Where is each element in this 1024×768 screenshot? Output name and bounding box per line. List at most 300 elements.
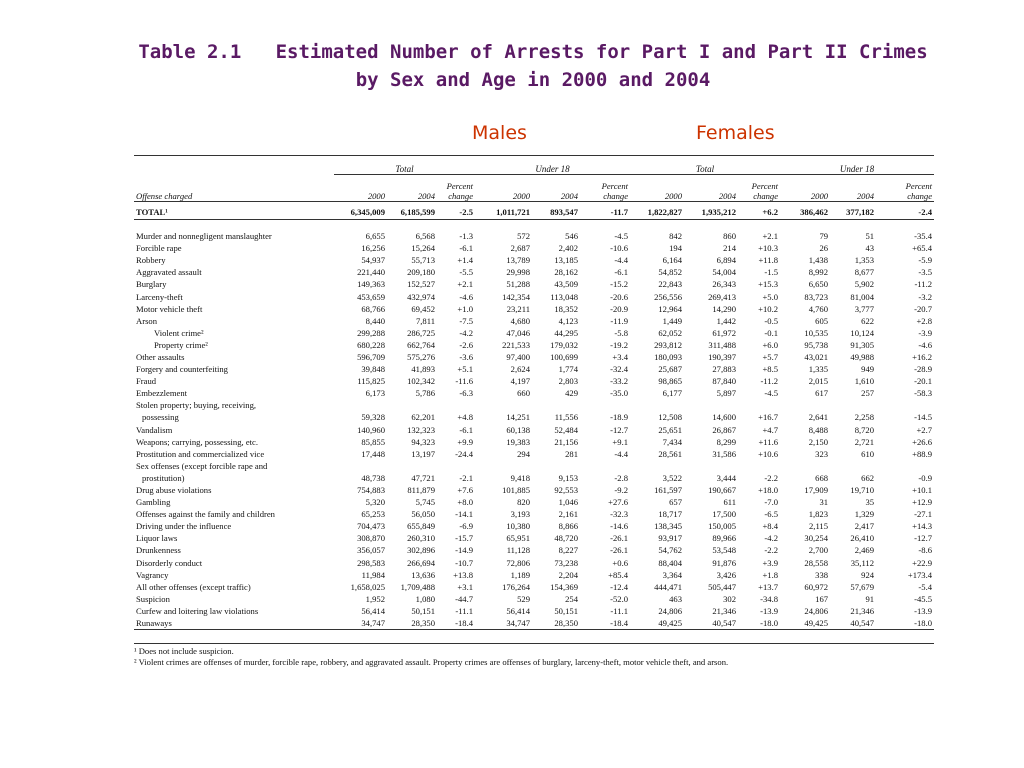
table-cell: [780, 399, 830, 411]
table-cell: -27.1: [914, 509, 933, 520]
table-cell: 57,679: [850, 581, 875, 592]
table-cell: 11,128: [506, 545, 531, 556]
table-cell: -13.9: [914, 605, 933, 616]
table-cell: 59,328: [361, 412, 385, 423]
table-row: [134, 387, 934, 399]
table-row: [134, 242, 934, 254]
table-cell: 254: [565, 593, 579, 604]
table-cell: 94,323: [411, 436, 435, 447]
table-cell: 660: [517, 388, 531, 399]
table-cell: 154,369: [550, 581, 579, 592]
table-cell: 43,021: [804, 351, 829, 362]
table-cell: 176,264: [502, 581, 531, 592]
table-title-line1: Table 2.1 Estimated Number of Arrests for Part I and Part II Crimes: [138, 41, 928, 63]
table-cell: 6,185,599: [400, 207, 435, 217]
table-cell: 4,680: [510, 315, 531, 326]
table-cell: 43,509: [554, 279, 579, 290]
table-cell: 18,717: [658, 509, 683, 520]
table-cell: 24,806: [804, 605, 829, 616]
table-cell: 754,883: [357, 485, 385, 496]
table-cell: +7.6: [457, 485, 474, 496]
table-cell: -11.2: [760, 376, 779, 387]
table-cell: 50,151: [411, 605, 435, 616]
table-cell: 56,414: [361, 605, 385, 616]
table-cell: 2,204: [558, 569, 579, 580]
table-cell: 56,050: [411, 509, 435, 520]
table-cell: 6,655: [365, 231, 385, 242]
table-cell: 54,852: [658, 267, 683, 278]
table-cell: 617: [815, 388, 829, 399]
table-cell: +11.6: [758, 436, 779, 447]
table-cell: 150,005: [708, 521, 737, 532]
table-cell: +4.8: [457, 412, 474, 423]
header-group-row: [134, 156, 934, 175]
table-cell: -18.4: [610, 618, 629, 629]
table-cell: -5.9: [918, 255, 933, 266]
table-cell: 6,894: [716, 255, 737, 266]
offense-label: Stolen property; buying, receiving,: [136, 400, 257, 411]
arrests-table: [134, 155, 934, 630]
table-cell: +9.1: [612, 436, 629, 447]
table-cell: 18,352: [554, 303, 579, 314]
table-cell: 92,553: [554, 485, 579, 496]
table-cell: -3.5: [918, 267, 933, 278]
table-cell: 5,897: [716, 388, 737, 399]
table-cell: -6.1: [459, 243, 474, 254]
table-cell: 605: [815, 315, 829, 326]
header-year: 2000: [630, 175, 684, 202]
table-row: [134, 520, 934, 532]
table-cell: -12.7: [610, 424, 629, 435]
table-cell: 53,548: [712, 545, 737, 556]
table-cell: +1.8: [762, 569, 779, 580]
table-row: [134, 411, 934, 423]
header-year: 2000: [780, 175, 830, 202]
offense-label: Vagrancy: [136, 569, 169, 580]
table-cell: -12.4: [610, 581, 629, 592]
offense-label: possessing: [142, 412, 179, 423]
table-cell: -11.1: [455, 605, 474, 616]
table-cell: [830, 460, 876, 472]
table-cell: 596,709: [357, 351, 385, 362]
table-cell: 257: [861, 388, 875, 399]
table-cell: 2,700: [808, 545, 829, 556]
table-cell: [437, 399, 475, 411]
table-cell: 2,687: [510, 243, 531, 254]
table-cell: -12.7: [914, 533, 933, 544]
table-cell: 4,197: [510, 376, 531, 387]
table-cell: -18.9: [610, 412, 629, 423]
table-cell: 91,876: [712, 557, 737, 568]
table-cell: +18.0: [758, 485, 779, 496]
table-cell: 893,547: [550, 207, 579, 217]
header-percent-change: Percent change: [437, 175, 475, 202]
table-cell: 79: [819, 231, 829, 242]
header-under18-males: Under 18: [475, 156, 630, 175]
table-cell: 19,710: [850, 485, 875, 496]
table-cell: -10.6: [610, 243, 629, 254]
table-cell: 14,290: [712, 303, 737, 314]
table-cell: 842: [669, 231, 683, 242]
arrests-table-container: [134, 155, 934, 630]
table-cell: 7,434: [662, 436, 683, 447]
table-cell: 65,951: [506, 533, 531, 544]
table-cell: 194: [669, 243, 683, 254]
table-cell: -6.9: [459, 521, 474, 532]
table-cell: 9,153: [558, 472, 579, 483]
header-under18-females: Under 18: [780, 156, 934, 175]
table-cell: -13.9: [760, 605, 779, 616]
table-cell: 11,556: [554, 412, 579, 423]
table-row: [134, 266, 934, 278]
table-cell: 293,812: [654, 339, 683, 350]
table-cell: 214: [723, 243, 737, 254]
table-cell: [475, 399, 532, 411]
table-cell: 12,508: [658, 412, 683, 423]
offense-label: Property crime²: [154, 339, 208, 350]
table-cell: 47,721: [411, 472, 435, 483]
table-cell: +85.4: [608, 569, 629, 580]
offense-label: Drug abuse violations: [136, 485, 212, 496]
table-cell: 377,182: [846, 207, 875, 217]
table-cell: 1,822,827: [647, 207, 683, 217]
table-cell: +2.1: [762, 231, 779, 242]
table-cell: 113,048: [550, 291, 579, 302]
table-cell: 61,972: [712, 327, 737, 338]
table-cell: 30,254: [804, 533, 829, 544]
table-cell: 68,766: [361, 303, 385, 314]
table-cell: 1,709,488: [400, 581, 435, 592]
table-cell: 4,123: [558, 315, 579, 326]
table-cell: 8,720: [854, 424, 875, 435]
table-cell: -7.5: [459, 315, 474, 326]
table-cell: -0.9: [918, 472, 933, 483]
table-cell: 138,345: [654, 521, 683, 532]
table-cell: 2,258: [854, 412, 875, 423]
table-cell: 8,992: [808, 267, 829, 278]
table-cell: 88,404: [658, 557, 683, 568]
table-cell: -0.5: [764, 315, 779, 326]
table-cell: 51: [865, 231, 875, 242]
table-cell: [780, 460, 830, 472]
table-cell: -11.1: [610, 605, 629, 616]
table-row: [134, 557, 934, 569]
table-cell: 6,173: [365, 388, 385, 399]
table-cell: 19,383: [506, 436, 531, 447]
table-cell: +15.3: [758, 279, 779, 290]
table-cell: +1.4: [457, 255, 474, 266]
table-row: [134, 605, 934, 617]
table-cell: 453,659: [357, 291, 385, 302]
table-cell: +26.6: [912, 436, 933, 447]
header-offense: Offense charged: [134, 175, 334, 202]
table-cell: 1,658,025: [350, 581, 385, 592]
table-cell: 13,185: [554, 255, 579, 266]
table-cell: [334, 399, 387, 411]
table-cell: 12,964: [658, 303, 683, 314]
table-cell: -14.1: [455, 509, 474, 520]
table-cell: 161,597: [654, 485, 683, 496]
table-cell: +12.9: [912, 497, 933, 508]
table-row: [134, 484, 934, 496]
table-cell: 14,600: [712, 412, 737, 423]
table-cell: -20.9: [610, 303, 629, 314]
table-cell: 69,452: [411, 303, 435, 314]
table-cell: 152,527: [407, 279, 435, 290]
table-cell: 1,080: [415, 593, 435, 604]
total-label: TOTAL¹: [136, 207, 168, 217]
table-cell: -0.1: [764, 327, 779, 338]
table-cell: 56,414: [506, 605, 531, 616]
table-cell: -4.6: [918, 339, 933, 350]
table-cell: 24,806: [658, 605, 683, 616]
offense-label: Curfew and loitering law violations: [136, 605, 259, 616]
table-cell: 34,747: [361, 618, 385, 629]
offense-label: Motor vehicle theft: [136, 303, 203, 314]
table-cell: [580, 399, 630, 411]
table-cell: +16.7: [758, 412, 779, 423]
table-cell: +10.6: [758, 448, 779, 459]
table-cell: +10.1: [912, 485, 933, 496]
table-cell: -35.4: [914, 231, 933, 242]
table-cell: 1,438: [808, 255, 829, 266]
table-cell: 611: [723, 497, 737, 508]
table-cell: -18.4: [455, 618, 474, 629]
table-cell: -26.1: [610, 545, 629, 556]
table-cell: -44.7: [455, 593, 474, 604]
table-cell: 54,004: [712, 267, 737, 278]
offense-label: Forgery and counterfeiting: [136, 364, 228, 375]
table-cell: 668: [815, 472, 829, 483]
table-cell: 949: [861, 364, 875, 375]
table-cell: 575,276: [407, 351, 435, 362]
table-cell: 29,998: [506, 267, 531, 278]
table-cell: 9,418: [510, 472, 531, 483]
table-cell: -3.2: [918, 291, 933, 302]
table-cell: 190,667: [708, 485, 737, 496]
table-cell: -32.3: [610, 509, 629, 520]
table-cell: 5,902: [854, 279, 875, 290]
table-cell: 83,723: [804, 291, 829, 302]
table-cell: -4.5: [764, 388, 779, 399]
table-cell: 190,397: [708, 351, 737, 362]
table-cell: [532, 399, 580, 411]
table-cell: 5,745: [415, 497, 435, 508]
offense-label: Burglary: [136, 279, 167, 290]
table-cell: 2,161: [558, 509, 579, 520]
table-cell: 4,760: [808, 303, 829, 314]
table-cell: 2,641: [808, 412, 829, 423]
table-cell: 60,138: [506, 424, 531, 435]
table-cell: 142,354: [502, 291, 531, 302]
table-cell: 21,346: [850, 605, 875, 616]
table-cell: 85,855: [361, 436, 385, 447]
table-row: [134, 508, 934, 520]
footnote-divider: [134, 643, 934, 644]
table-cell: 2,624: [510, 364, 531, 375]
table-cell: 505,447: [708, 581, 737, 592]
table-cell: +5.0: [762, 291, 779, 302]
table-row: [134, 351, 934, 363]
table-cell: 655,849: [407, 521, 435, 532]
table-cell: 26: [819, 243, 829, 254]
table-cell: 8,677: [854, 267, 875, 278]
table-cell: 662,764: [407, 339, 435, 350]
table-row: [134, 230, 934, 242]
table-cell: 35,112: [850, 557, 875, 568]
table-cell: 622: [861, 315, 875, 326]
table-cell: -7.0: [764, 497, 779, 508]
table-cell: 27,883: [712, 364, 737, 375]
table-cell: 8,866: [558, 521, 579, 532]
table-cell: 28,162: [554, 267, 579, 278]
males-heading: Males: [472, 122, 527, 144]
table-cell: 1,823: [808, 509, 829, 520]
table-title-line2: by Sex and Age in 2000 and 2004: [355, 69, 711, 91]
table-cell: -58.3: [914, 388, 933, 399]
offense-label: Other assaults: [136, 351, 185, 362]
table-row: [134, 617, 934, 630]
table-cell: 6,164: [662, 255, 683, 266]
table-cell: 1,335: [808, 364, 829, 375]
table-cell: -4.2: [764, 533, 779, 544]
table-cell: 8,440: [365, 315, 385, 326]
table-cell: -2.2: [764, 545, 779, 556]
offense-label: All other offenses (except traffic): [136, 581, 251, 592]
table-cell: 98,865: [658, 376, 683, 387]
table-cell: -11.9: [610, 315, 629, 326]
table-cell: -14.6: [610, 521, 629, 532]
table-cell: 6,650: [808, 279, 829, 290]
table-cell: 140,960: [357, 424, 385, 435]
table-cell: -8.6: [918, 545, 933, 556]
table-cell: 28,561: [658, 448, 683, 459]
table-row: [134, 339, 934, 351]
table-cell: -9.2: [614, 485, 629, 496]
table-cell: 91,305: [850, 339, 875, 350]
table-cell: 11,984: [361, 569, 385, 580]
table-cell: 115,825: [357, 376, 385, 387]
footnote-2: ² Violent crimes are offenses of murder, forcible rape, robbery, and aggravated assault. Property crimes are offenses of burglary, larceny-theft, motor vehicle theft, and arson.: [134, 657, 729, 667]
table-cell: 302: [723, 593, 737, 604]
table-cell: 356,057: [357, 545, 385, 556]
offense-label: Sex offenses (except forcible rape and: [136, 460, 268, 471]
table-cell: 31,586: [712, 448, 737, 459]
table-cell: 2,469: [854, 545, 875, 556]
table-cell: 299,288: [357, 327, 385, 338]
table-cell: 1,610: [854, 376, 875, 387]
table-row: [134, 448, 934, 460]
table-cell: -6.3: [459, 388, 474, 399]
table-cell: 180,093: [654, 351, 683, 362]
table-cell: -18.0: [914, 618, 933, 629]
table-cell: 1,329: [854, 509, 875, 520]
table-cell: 16,256: [361, 243, 385, 254]
table-cell: 3,444: [716, 472, 737, 483]
table-cell: +1.0: [457, 303, 474, 314]
table-cell: [830, 399, 876, 411]
table-cell: 1,189: [510, 569, 531, 580]
table-cell: -11.7: [610, 207, 629, 217]
table-cell: +11.8: [758, 255, 779, 266]
table-cell: 25,651: [658, 424, 683, 435]
table-cell: -19.2: [610, 339, 629, 350]
table-cell: 21,346: [712, 605, 737, 616]
table-cell: 463: [669, 593, 683, 604]
table-cell: 1,449: [662, 315, 683, 326]
table-row: [134, 544, 934, 556]
table-cell: 17,909: [804, 485, 829, 496]
table-cell: +10.2: [758, 303, 779, 314]
table-cell: -2.2: [764, 472, 779, 483]
table-cell: +8.5: [762, 364, 779, 375]
offense-label: Forcible rape: [136, 243, 182, 254]
offense-label: Aggravated assault: [136, 267, 202, 278]
table-cell: 34,747: [506, 618, 531, 629]
table-row: [134, 593, 934, 605]
table-cell: +2.1: [457, 279, 474, 290]
table-cell: 6,345,009: [350, 207, 385, 217]
table-cell: [684, 399, 738, 411]
table-cell: 1,774: [558, 364, 579, 375]
table-cell: -14.9: [455, 545, 474, 556]
table-cell: 23,211: [506, 303, 531, 314]
table-cell: +10.3: [758, 243, 779, 254]
table-cell: 2,115: [809, 521, 829, 532]
table-cell: 5,786: [415, 388, 435, 399]
table-cell: 13,636: [411, 569, 435, 580]
table-cell: 1,442: [716, 315, 737, 326]
table-cell: 47,046: [506, 327, 531, 338]
table-cell: [630, 460, 684, 472]
table-cell: -45.5: [914, 593, 933, 604]
table-cell: -52.0: [610, 593, 629, 604]
table-cell: 5,320: [365, 497, 385, 508]
table-cell: 1,046: [558, 497, 579, 508]
table-cell: 87,840: [712, 376, 737, 387]
table-cell: 26,867: [712, 424, 737, 435]
table-cell: [630, 399, 684, 411]
table-cell: -26.1: [610, 533, 629, 544]
table-cell: 610: [861, 448, 875, 459]
table-cell: +9.9: [457, 436, 474, 447]
table-row: [134, 315, 934, 327]
footnote-1: ¹ Does not include suspicion.: [134, 646, 234, 656]
table-cell: 91: [865, 593, 875, 604]
table-cell: 55,713: [411, 255, 435, 266]
table-cell: 657: [669, 497, 683, 508]
table-cell: 294: [517, 448, 531, 459]
offense-label: Liquor laws: [136, 533, 178, 544]
table-cell: 28,558: [804, 557, 829, 568]
table-cell: 8,488: [808, 424, 829, 435]
header-column-row: [134, 175, 934, 202]
table-cell: -1.5: [764, 267, 779, 278]
table-cell: 338: [815, 569, 829, 580]
table-cell: -18.0: [760, 618, 779, 629]
table-cell: [876, 460, 934, 472]
table-cell: 572: [517, 231, 531, 242]
table-cell: +3.1: [457, 581, 474, 592]
table-cell: 2,417: [854, 521, 875, 532]
table-cell: 269,413: [708, 291, 737, 302]
offense-label: Runaways: [136, 618, 172, 629]
table-cell: +6.0: [762, 339, 779, 350]
table-cell: 266,694: [407, 557, 435, 568]
table-cell: 302,896: [407, 545, 435, 556]
table-cell: +65.4: [912, 243, 933, 254]
footnotes: [134, 646, 934, 668]
